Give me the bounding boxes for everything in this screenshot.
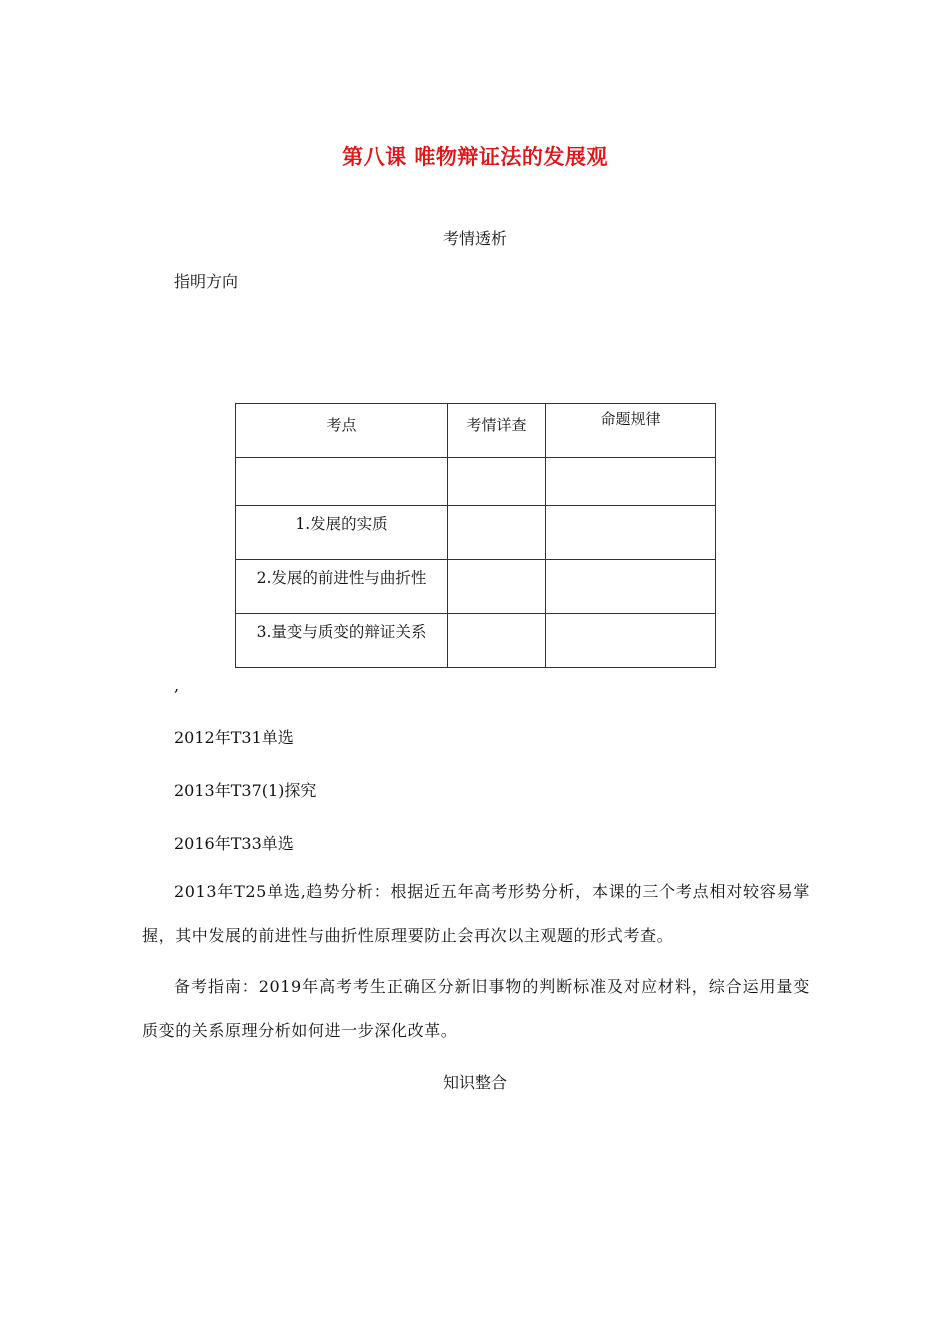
table-row <box>236 560 716 614</box>
exam-item: 2012年T31单选 <box>174 728 294 747</box>
table-cell <box>546 560 716 614</box>
table-row <box>236 614 716 668</box>
page-title: 第八课 唯物辩证法的发展观 <box>342 145 608 169</box>
table-header-cell: 考情详查 <box>448 404 546 458</box>
table-cell <box>448 458 546 506</box>
exam-item: 2016年T33单选 <box>174 834 294 853</box>
table-header-cell: 考点 <box>236 404 448 458</box>
section-heading-analysis: 考情透析 <box>442 229 507 248</box>
table-cell: 2.发展的前进性与曲折性 <box>236 560 448 614</box>
table-cell <box>546 614 716 668</box>
subsection-heading-direction: 指明方向 <box>174 272 239 291</box>
table-header-cell: 命题规律 <box>546 404 716 458</box>
exam-points-table <box>235 403 716 668</box>
stray-comma: , <box>174 676 180 695</box>
table-row <box>236 506 716 560</box>
section-heading-knowledge: 知识整合 <box>442 1073 507 1092</box>
table-cell <box>236 458 448 506</box>
table-cell <box>448 506 546 560</box>
table-cell <box>448 560 546 614</box>
trend-analysis-paragraph: 2013年T25单选,趋势分析：根据近五年高考形势分析，本课的三个考点相对较容易掌握，其中发展的前进性与曲折性原理要防止会再次以主观题的形式考查。 <box>142 882 810 945</box>
table-cell: 3.量变与质变的辩证关系 <box>236 614 448 668</box>
table-header-row <box>236 404 716 458</box>
table-cell: 1.发展的实质 <box>236 506 448 560</box>
table-cell <box>546 506 716 560</box>
table-cell <box>546 458 716 506</box>
table-cell <box>448 614 546 668</box>
table-row <box>236 458 716 506</box>
exam-item: 2013年T37(1)探究 <box>174 781 317 800</box>
exam-guide-paragraph: 备考指南：2019年高考考生正确区分新旧事物的判断标准及对应材料，综合运用量变质变的关系原理分析如何进一步深化改革。 <box>142 977 810 1040</box>
